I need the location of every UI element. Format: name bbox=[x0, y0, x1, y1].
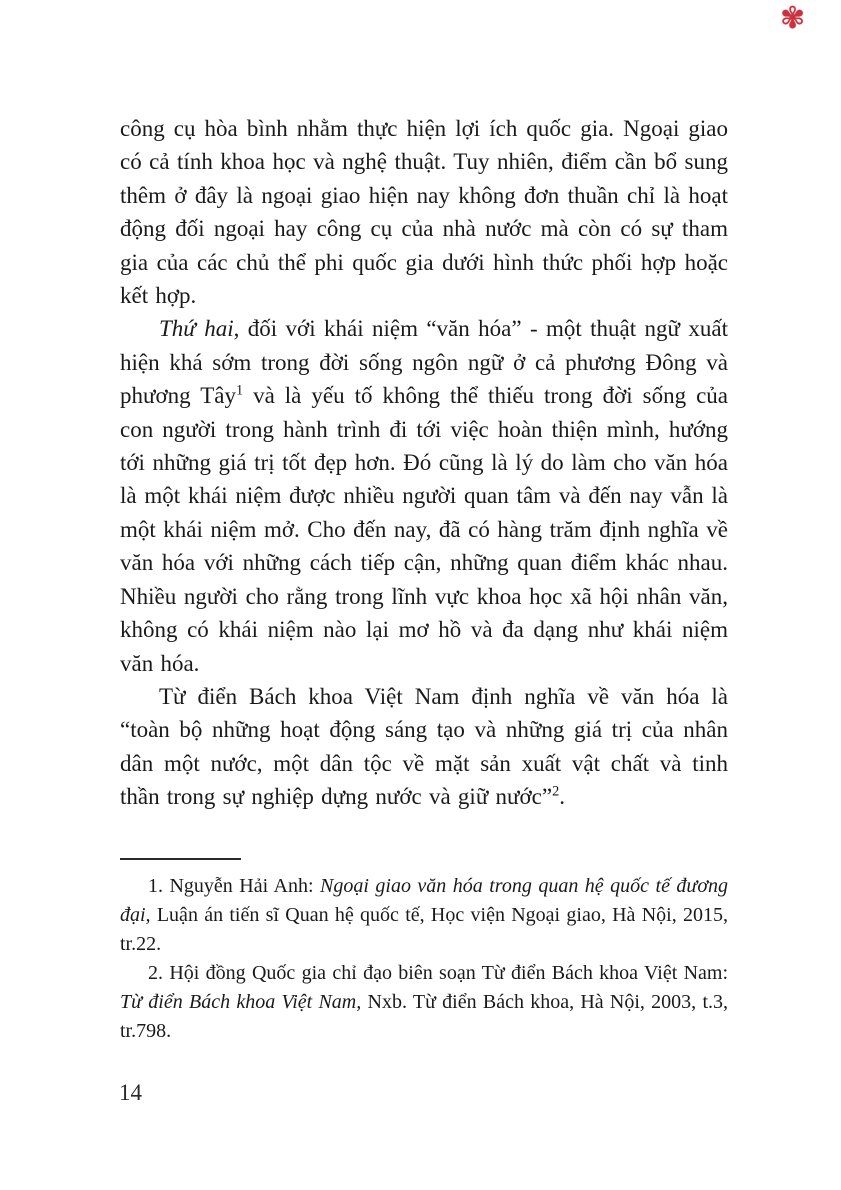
footnote: 2. Hội đồng Quốc gia chỉ đạo biên soạn Từ điển Bách khoa Việt Nam: Từ điển Bách khoa Việt Nam, Nxb. Từ điển Bách khoa, Hà Nội, 2003, t.3, tr.798. bbox=[120, 962, 729, 1042]
body-text-block bbox=[120, 112, 728, 814]
footnotes-block bbox=[120, 858, 728, 1046]
page-number: 14 bbox=[119, 1080, 142, 1105]
footnote-ref: 2 bbox=[552, 783, 560, 800]
footnote-separator bbox=[120, 858, 241, 860]
body-paragraph: Thứ hai, đối với khái niệm “văn hóa” - một thuật ngữ xuất hiện khá sớm trong đời sống ngôn ngữ ở cả phương Đông và phương Tây$^1$ và là yếu tố không thể thiếu trong đời sống của con người trong hành trình đi tới việc hoàn thiện mình, hướng tới những giá trị tốt đẹp hơn. Đó cũng là lý do làm cho văn hóa là một khái niệm được nhiều người quan tâm và đến nay vẫn là một khái niệm mở. Cho đến nay, đã có hàng trăm định nghĩa về văn hóa với những cách tiếp cận, những quan điểm khác nhau. Nhiều người cho rằng trong lĩnh vực khoa học xã hội nhân văn, không có khái niệm nào lại mơ hồ và đa dạng như khái niệm văn hóa. bbox=[120, 316, 729, 676]
footnote: 1. Nguyễn Hải Anh: Ngoại giao văn hóa trong quan hệ quốc tế đương đại, Luận án tiến sĩ Quan hệ quốc tế, Học viện Ngoại giao, Hà Nội, 2015, tr.22. bbox=[120, 875, 729, 955]
footnote-ref: 1 bbox=[235, 382, 244, 399]
body-paragraph: Từ điển Bách khoa Việt Nam định nghĩa về văn hóa là “toàn bộ những hoạt động sáng tạo và những giá trị của nhân dân một nước, một dân tộc về mặt sản xuất vật chất và tinh thần trong sự nghiệp dựng nước và giữ nước”$^2$. bbox=[120, 683, 728, 810]
body-paragraph: công cụ hòa bình nhằm thực hiện lợi ích quốc gia. Ngoại giao có cả tính khoa học và nghệ thuật. Tuy nhiên, điểm cần bổ sung thêm ở đây là ngoại giao hiện nay không đơn thuần chỉ là hoạt động đối ngoại hay công cụ của nhà nước mà còn có sự tham gia của các chủ thể phi quốc gia dưới hình thức phối hợp hoặc kết hợp. bbox=[120, 116, 728, 309]
flower-ornament-icon: ✾ bbox=[780, 2, 806, 35]
